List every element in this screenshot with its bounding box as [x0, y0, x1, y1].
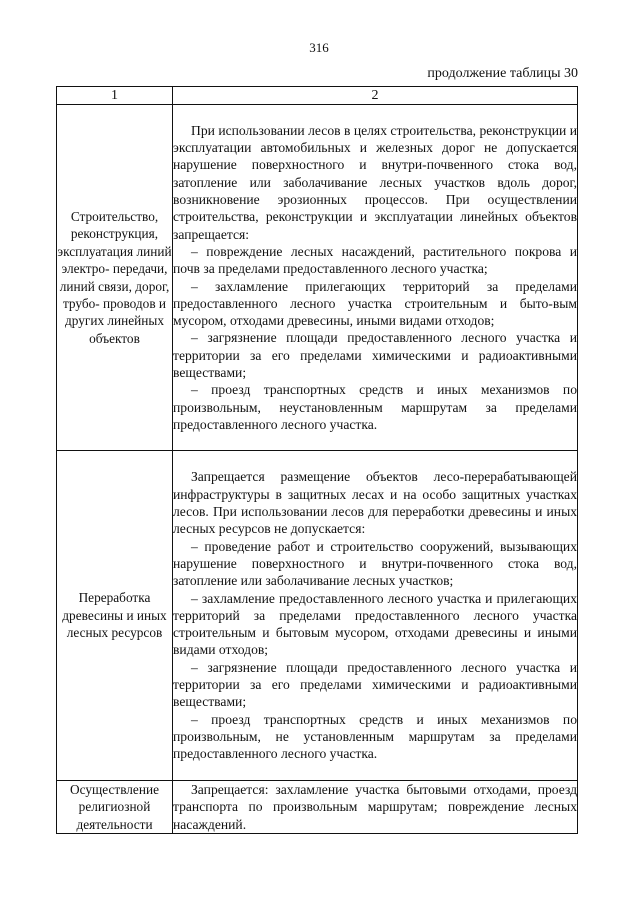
paragraph: – проведение работ и строительство сооружений, вызывающих нарушение поверхностного и внутри-почвенного стока вод, затопление или заболачивание лесных участков;: [173, 538, 577, 589]
table-continuation-caption: продолжение таблицы 30: [427, 66, 578, 81]
table-row: [57, 451, 578, 781]
row-label-religious-activity: Осуществление религиозной деятельности: [57, 781, 173, 834]
row-label-wood-processing: Переработка древесины и иных лесных ресурсов: [57, 451, 173, 781]
paragraph: – захламление предоставленного лесного участка и прилегающих территорий за пределами предоставленного лесного участка строительным и бытовым мусором, отходами древесины и иными видами отходов;: [173, 590, 577, 658]
table-header-row: [57, 87, 578, 105]
paragraph: – загрязнение площади предоставленного лесного участка и территории за его пределами химическими и радиоактивными веществами;: [173, 330, 577, 380]
paragraph: Запрещается размещение объектов лесо-перерабатывающей инфраструктуры в защитных лесах и на особо защитных участках лесов. При использовании лесов для переработки древесины и иных лесных ресурсов не допускается:: [173, 469, 577, 537]
row-content-construction: [173, 105, 578, 451]
regulations-table: [56, 86, 578, 834]
table-row: [57, 105, 578, 451]
table-row: [57, 781, 578, 834]
paragraph: – проезд транспортных средств и иных механизмов по произвольным, не установленным маршрутам за пределами предоставленного лесного участка.: [173, 711, 577, 762]
paragraph: – проезд транспортных средств и иных механизмов по произвольным, неустановленным маршрутам за пределами предоставленного лесного участка.: [173, 382, 577, 432]
paragraph: – повреждение лесных насаждений, растительного покрова и почв за пределами предоставленного лесного участка;: [173, 243, 577, 277]
page-number: 316: [309, 40, 329, 55]
paragraph: Запрещается: захламление участка бытовыми отходами, проезд транспорта по произвольным маршрутам; повреждение лесных насаждений.: [173, 782, 577, 832]
paragraph: – захламление прилегающих территорий за пределами предоставленного лесного участка строительным и быто-вым мусором, отходами древесины, иными видами отходов;: [173, 278, 577, 329]
row-label-construction: Строительство, реконструкция, эксплуатация линий электро- передачи, линий связи, дорог, трубо- проводов и других линейных объектов: [57, 105, 173, 451]
paragraph: При использовании лесов в целях строительства, реконструкции и эксплуатации автомобильных и железных дорог не допускается нарушение поверхностного и внутри-почвенного стока вод, затопление или заболачивание лесных участков вдоль дорог, возникновение эрозионных процессов. При осуществлении строительства, реконструкции и эксплуатации линейных объектов запрещается:: [173, 122, 577, 242]
column-header-1: 1: [57, 87, 173, 105]
row-content-wood-processing: [173, 451, 578, 781]
row-content-religious-activity: [173, 781, 578, 834]
column-header-2: 2: [173, 87, 578, 105]
paragraph: – загрязнение площади предоставленного лесного участка и территории за его пределами химическими и радиоактивными веществами;: [173, 659, 577, 710]
